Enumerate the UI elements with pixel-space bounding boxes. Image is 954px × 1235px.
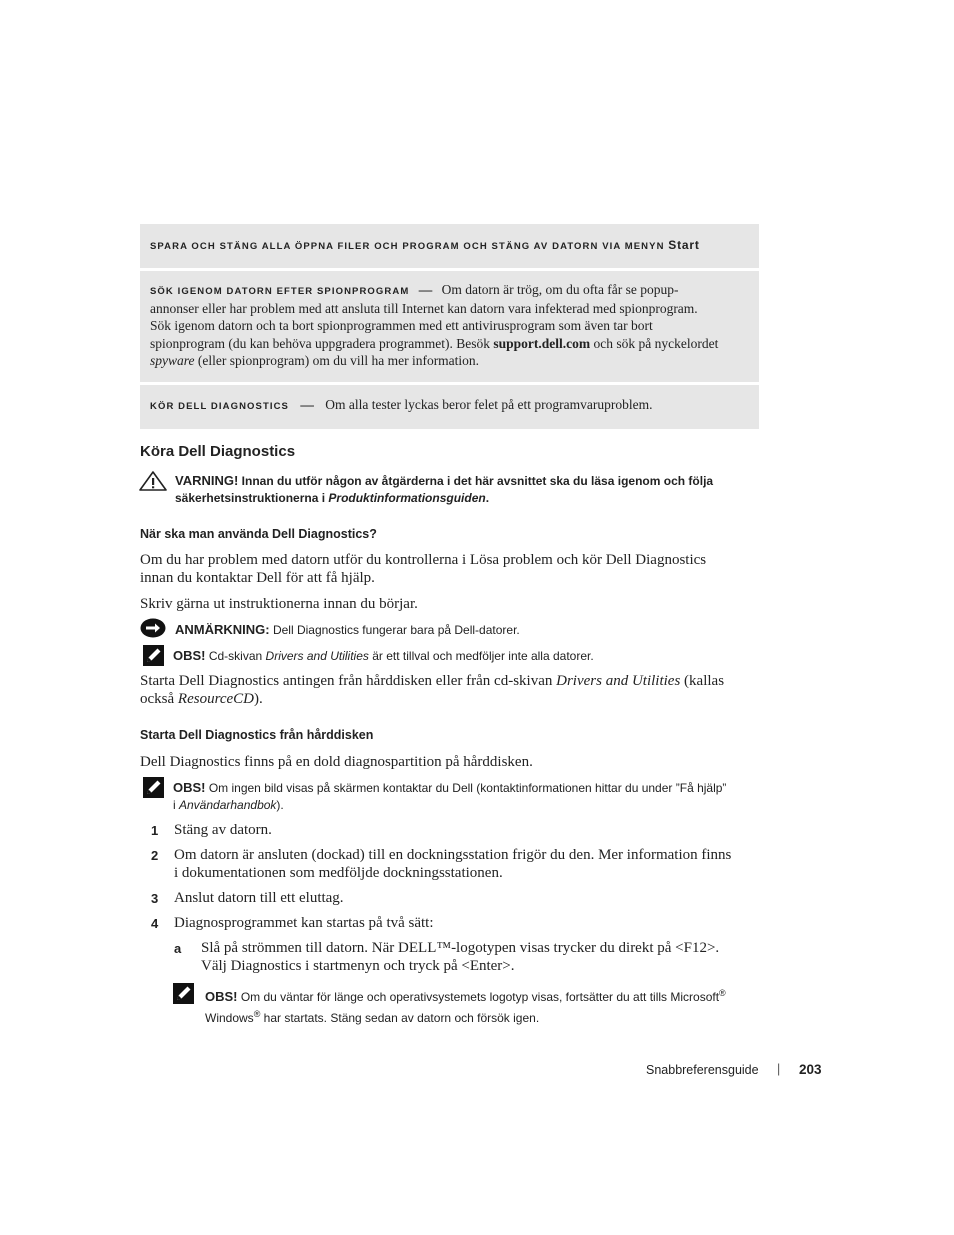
para3-l2a: också <box>140 691 178 707</box>
step-text: Anslut datorn till ett eluttag. <box>174 890 344 906</box>
warning-line2b: . <box>485 491 490 505</box>
step-number: 2 <box>151 848 159 863</box>
footer-guide-name: Snabbreferensguide <box>646 1063 759 1077</box>
row2-line1: Om datorn är trög, om du ofta får se popup- <box>441 282 679 297</box>
warning-guide-name: Produktinformationsguiden <box>328 491 486 505</box>
step-number: 4 <box>151 916 159 931</box>
note-pencil-icon <box>173 983 194 1004</box>
table-row-spyware <box>140 271 759 382</box>
notice-icon <box>140 618 166 638</box>
row1-start: Start <box>668 238 700 252</box>
para-when <box>140 551 760 587</box>
note-pencil-icon <box>143 777 164 798</box>
note-pencil-icon <box>143 645 164 666</box>
row2-line5a: spyware <box>150 352 195 368</box>
para3-l2em: ResourceCD <box>177 691 254 707</box>
obs3-block <box>205 985 765 1027</box>
warning-label: VARNING! <box>175 473 239 488</box>
obs1-em: Drivers and Utilities <box>265 649 369 663</box>
para-hidden-partition: Dell Diagnostics finns på en dold diagnospartition på hårddisken. <box>140 754 533 770</box>
substep-letter: a <box>174 941 182 956</box>
row1-title-text: SPARA OCH STÄNG ALLA ÖPPNA FILER OCH PROGRAM OCH STÄNG AV DATORN VIA MENYN <box>150 241 665 252</box>
row2-content <box>150 281 750 369</box>
para3-l1a: Starta Dell Diagnostics antingen från hårddisken eller från cd-skivan <box>140 673 557 689</box>
obs1-label: OBS! <box>173 648 206 663</box>
notice-block <box>175 621 520 639</box>
obs3-label: OBS! <box>205 989 238 1004</box>
row3-title: KÖR DELL DIAGNOSTICS <box>150 401 289 412</box>
para3-l2b: ). <box>254 691 263 707</box>
obs2-label: OBS! <box>173 780 206 795</box>
subhead-from-hard-drive: Starta Dell Diagnostics från hårddisken <box>140 728 374 742</box>
para-print: Skriv gärna ut instruktionerna innan du börjar. <box>140 596 418 612</box>
obs2-l1: Om ingen bild visas på skärmen kontaktar du Dell (kontaktinformationen hittar du under ”Få hjälp” <box>205 781 727 795</box>
warning-block <box>175 472 755 507</box>
obs3-reg1: ® <box>719 988 726 998</box>
para3-l1b: (kallas <box>680 673 725 689</box>
step-number: 1 <box>151 823 159 838</box>
row2-line4b: och sök på nyckelordet <box>590 335 719 351</box>
obs2-l2em: Användarhandbok <box>179 798 277 812</box>
section-title: Köra Dell Diagnostics <box>140 443 296 460</box>
obs2-l2a: i <box>173 798 179 812</box>
obs3-l1: Om du väntar för länge och operativsystemets logotyp visas, fortsätter du att tills Microsoft <box>237 990 720 1004</box>
row2-line5b: (eller spionprogram) om du vill ha mer information. <box>194 352 480 368</box>
substep-a-line1: Slå på strömmen till datorn. När DELL™-logotypen visas trycker du direkt på <F12>. <box>201 940 720 956</box>
row3-content <box>150 396 653 415</box>
row2-line4a: spionprogram (du kan behöva uppgradera programmet). Besök <box>150 335 494 351</box>
footer-separator: | <box>777 1062 781 1076</box>
support-link[interactable]: support.dell.com <box>493 335 591 351</box>
row2-title: SÖK IGENOM DATORN EFTER SPIONPROGRAM <box>150 286 410 297</box>
step2-line2: i dokumentationen som medföljde dockningsstationen. <box>174 865 503 881</box>
row2-line2: annonser eller har problem med att ansluta till Internet kan datorn vara infekterad med spionprogram. <box>150 301 698 317</box>
obs3-l2b: har startats. Stäng sedan av datorn och försök igen. <box>260 1011 540 1025</box>
row2-dash: — <box>418 282 433 297</box>
obs1-block <box>173 647 594 665</box>
step-text: Stäng av datorn. <box>174 822 272 838</box>
para-start <box>140 672 760 708</box>
step2-line1: Om datorn är ansluten (dockad) till en dockningsstation frigör du den. Mer information finns <box>174 847 732 863</box>
substep-text <box>201 939 761 975</box>
obs3-l2a: Windows <box>205 1011 254 1025</box>
row3-text: Om alla tester lyckas beror felet på ett programvaruproblem. <box>325 397 653 412</box>
page-number: 203 <box>799 1062 822 1077</box>
para3-l1em: Drivers and Utilities <box>556 673 681 689</box>
notice-label: ANMÄRKNING: <box>175 622 270 637</box>
obs2-block <box>173 779 763 814</box>
row1-title <box>150 238 700 252</box>
warning-line2a: säkerhetsinstruktionerna i <box>175 491 329 505</box>
table-row-save-close <box>140 224 759 268</box>
step-number: 3 <box>151 891 159 906</box>
para1-line2: innan du kontaktar Dell för att få hjälp. <box>140 570 375 586</box>
row2-line3: Sök igenom datorn och ta bort spionprogrammen med ett antivirusprogram som även tar bort <box>150 318 653 334</box>
warning-line1: Innan du utför någon av åtgärderna i det här avsnittet ska du läsa igenom och följa <box>241 474 714 488</box>
obs1-a: Cd-skivan <box>205 649 266 663</box>
obs1-b: är ett tillval och medföljer inte alla datorer. <box>368 649 594 663</box>
step-text <box>174 846 764 882</box>
notice-text: Dell Diagnostics fungerar bara på Dell-datorer. <box>269 623 520 637</box>
substep-a-line2: Välj Diagnostics i startmenyn och tryck på <Enter>. <box>201 958 515 974</box>
para1-line1: Om du har problem med datorn utför du kontrollerna i Lösa problem och kör Dell Diagnostics <box>140 552 707 568</box>
table-row-diagnostics <box>140 385 759 429</box>
row3-dash: — <box>300 397 314 412</box>
subhead-when-to-use: När ska man använda Dell Diagnostics? <box>140 527 377 541</box>
warning-icon <box>139 471 167 491</box>
step-text: Diagnosprogrammet kan startas på två sätt: <box>174 915 434 931</box>
obs2-l2b: ). <box>276 798 284 812</box>
obs3-reg2: ® <box>253 1009 261 1019</box>
